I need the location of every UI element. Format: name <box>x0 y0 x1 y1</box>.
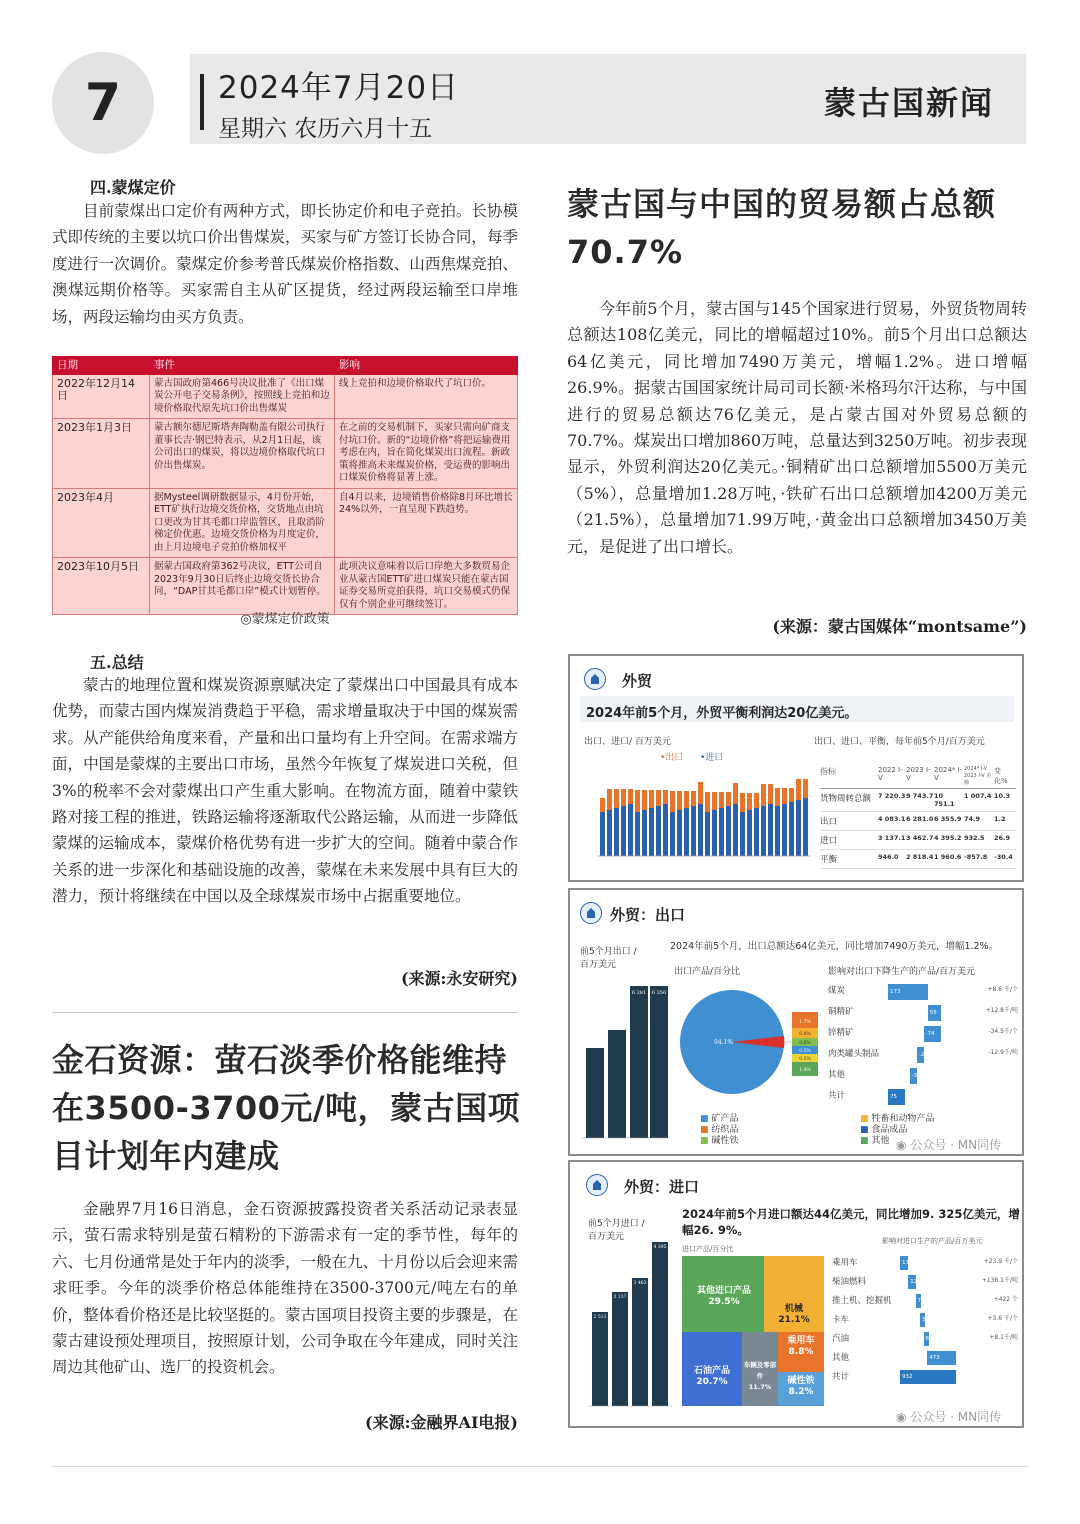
waterfall-label: 铜精矿 <box>828 1007 854 1017</box>
bar-label: 2 513 <box>593 1315 607 1320</box>
legend-label: 纺织品 <box>711 1125 739 1135</box>
row-event: 据蒙古国政府第362号决议，ETT公司自2023年9月30日后终止边境交货长协合同，“DAP甘其毛都口岸”模式计划暂停。 <box>150 558 335 615</box>
bar-import <box>677 810 682 856</box>
row-impact: 在之前的交易机制下，买家只需向矿商支付坑口价。新的“边境价格”将把运输费用考虑在内，旨在简化煤炭出口流程。新政策将推高未来煤炭价格，受运费的影响出口煤炭价格将显著上涨。 <box>335 419 518 489</box>
legend-label: 牲畜和动物产品 <box>871 1114 935 1124</box>
table-row <box>820 812 1016 831</box>
waterfall-row <box>832 1292 1018 1311</box>
treemap-label <box>742 1360 778 1393</box>
bar-export <box>740 793 745 812</box>
bar-import <box>796 800 801 856</box>
waterfall-row <box>828 1024 1018 1045</box>
stack-label: 0.5% <box>799 1057 811 1062</box>
article-1-title: 蒙古国与中国的贸易额占总额70.7% <box>567 185 997 271</box>
bar-import <box>712 810 717 856</box>
row-event: 据Mysteel调研数据显示，4月份开始，ETT矿执行边境交货价格，交货地点由坑口更改为甘其毛都口岸监管区，且取消阶梯定价优惠。边境交货价格为月度定价，由上月边境电子竞拍价格加权平 <box>150 488 335 558</box>
footer-divider <box>52 1466 1028 1467</box>
table-cell: 进口 <box>820 836 838 846</box>
trade-summary-table <box>820 766 1016 869</box>
bar-export <box>789 788 794 802</box>
source-montsame: (来源：蒙古国媒体“montsame”) <box>772 617 1027 636</box>
table-cell: 货物周转总额 <box>820 794 872 804</box>
waterfall-bar <box>916 1294 925 1308</box>
bar-label: 6 281 <box>631 990 647 996</box>
table-cell: 4 395.2 <box>934 834 962 842</box>
waterfall-note: +3.6 千/个 <box>987 1315 1018 1322</box>
table-cell: 26.9 <box>994 834 1011 842</box>
treemap-label-name: 碱性铁 <box>787 1376 815 1386</box>
bar-import <box>607 810 612 856</box>
panel-subtitle: 2024年前5个月，外贸平衡利润达20亿美元。 <box>586 706 858 721</box>
bar-export <box>677 791 682 810</box>
table-cell: 6 281.0 <box>906 815 934 823</box>
bar-import <box>782 804 787 856</box>
legend-label: 碱性铁 <box>711 1136 739 1146</box>
waterfall-value: -31 <box>911 1073 921 1079</box>
legend-item: ■ 其他 <box>860 1136 890 1146</box>
mongolia-statistics-logo-icon <box>586 1174 608 1196</box>
treemap-label <box>686 1286 762 1308</box>
col-2022: 2022 I-V <box>878 766 903 782</box>
article-2-text: 金融界7月16日消息，金石资源披露投资者关系活动记录表显示，萤石需求特别是萤石精粉的下游需求有一定的季节性，每年的六、七月份通常是处于年内的淡季，一般在九、十月份以后会迎来需求旺季。今年的淡季价格总体能维持在3500-3700元/吨左右的单价，整体看价格还是比较坚挺的。蒙古国项目投资主要的步骤是，在蒙古建设预处理项目，按照原计划，公司争取在今年建成，同时关注周边其他矿山、选厂的投资机会。 <box>52 1200 518 1377</box>
waterfall-row <box>832 1254 1018 1273</box>
row-impact: 线上竞拍和边境价格取代了坑口价。 <box>335 374 518 419</box>
article-2-title: 金石资源：萤石淡季价格能维持在3500-3700元/吨，蒙古国项目计划年内建成 <box>52 1041 521 1175</box>
legend-export: •出口 <box>660 753 684 763</box>
bar-2024a <box>630 986 648 1138</box>
table-cell: 7 220.3 <box>878 792 906 800</box>
bar-label: 4 083 <box>608 1022 624 1028</box>
bar-import <box>705 812 710 856</box>
treemap-label-value: 8.8% <box>788 1347 814 1357</box>
bar-export <box>698 782 703 804</box>
bar-2023 <box>632 1278 648 1406</box>
waterfall-label: 其他 <box>828 1070 846 1080</box>
waterfall-bar <box>924 1332 933 1346</box>
waterfall-bar <box>917 1047 928 1063</box>
bar-export <box>691 791 696 806</box>
bar-export <box>684 791 689 808</box>
source-yongan: (来源:永安研究) <box>400 969 518 988</box>
waterfall-value: 78 <box>917 1298 925 1304</box>
panel-title: 外贸 <box>622 672 653 690</box>
row-date: 2023年10月5日 <box>53 558 150 615</box>
table-cell: 74.9 <box>964 815 981 823</box>
legend-item: ■ 牲畜和动物产品 <box>860 1114 935 1124</box>
article-divider <box>52 1012 518 1013</box>
treemap-label-name: 石油产品 <box>693 1366 730 1376</box>
legend-item: ■ 纺织品 <box>700 1125 739 1135</box>
waterfall-row <box>828 982 1018 1003</box>
waterfall-label: 锌精矿 <box>828 1028 854 1038</box>
left-chart-label: 前5个月进口 /百万美元 <box>588 1219 645 1242</box>
legend-item: ■ 矿产品 <box>700 1114 739 1124</box>
table-caption: ◎蒙煤定价政策 <box>240 612 330 627</box>
bar-export <box>656 790 661 806</box>
treemap-label-name: 车辆及零部件 <box>743 1361 777 1380</box>
bar-import <box>726 806 731 856</box>
article-1-text: 今年前5个月，蒙古国与145个国家进行贸易，外贸货物周转总额达108亿美元，同比的增幅超过10%。前5个月出口总额达64亿美元，同比增加7490万美元，增幅1.2%。进口增幅26.9%。据蒙古国国家统计局司司长额·米格玛尔汗达称，与中国进行的贸易总额达76亿美元，是占蒙古国对外贸易总额的70.7%。煤炭出口增加860万吨，总量达到3250万吨。初步表现显示，外贸利润达20亿美元。·铜精矿出口总额增加5500万美元（5%），总量增加1.28万吨，·铁矿石出口总额增加4200万美元（21.5%），总量增加71.99万吨，·黄金出口总额增加3450万美元，是促进了出口增长。 <box>567 299 1027 556</box>
left-chart-label: 前5个月出口 /百万美元 <box>580 947 637 970</box>
row-date: 2023年1月3日 <box>53 419 150 489</box>
bar-export <box>712 792 717 810</box>
waterfall-bar <box>888 984 928 1000</box>
waterfall-note: +12.8千/吨 <box>985 1007 1018 1014</box>
treemap-label <box>780 1376 822 1398</box>
import-panel <box>568 1160 1024 1428</box>
section-5-heading: 五.总结 <box>90 653 144 672</box>
bar-2022 <box>586 1048 604 1138</box>
right-table-label: 出口、进口、平衡，每年前5个月/百万美元 <box>814 737 985 747</box>
row-impact: 此项决议意味着以后口岸绝大多数贸易企业从蒙古国ETT矿进口煤炭只能在蒙古国证券交易所竞拍获得，坑口交易模式仍保仅有个别企业可继续签订。 <box>335 558 518 615</box>
treemap-label <box>766 1304 822 1326</box>
bar-export <box>663 790 668 804</box>
legend-item: ■ 食品成品 <box>860 1125 908 1135</box>
export-bar-chart <box>580 976 670 1146</box>
bar-export <box>775 788 780 806</box>
waterfall-label: 煤炭 <box>828 986 846 996</box>
section-5-text: 蒙古的地理位置和煤炭资源禀赋决定了蒙煤出口中国最具有成本优势，而蒙古国内煤炭消费趋于平稳，需求增量取决于中国的煤炭需求。从产能供给角度来看，产量和出口量均有上升空间。在需求端方面，中国是蒙煤的主要出口市场，虽然今年恢复了煤炭进口关税，但3%的税率不会对蒙煤出口产生重大影响。在物流方面，随着中蒙铁路对接工程的推进，铁路运输将逐渐取代公路运输，从而进一步降低蒙煤的运输成本，蒙煤价格优势有进一步扩大的空间。随着中蒙合作关系的进一步深化和基础设施的改善，蒙煤在未来发展中具有巨大的潜力，预计将继续在中国以及全球煤炭市场中占据重要地位。 <box>52 676 518 906</box>
mongolia-statistics-logo-icon <box>584 668 606 690</box>
legend-label: 食品成品 <box>871 1125 908 1135</box>
bar-export <box>649 790 654 808</box>
export-waterfall-chart <box>828 982 1018 1108</box>
table-cell: 平衡 <box>820 855 838 865</box>
bar-import <box>600 812 605 856</box>
bar-import <box>747 810 752 856</box>
foreign-trade-panel <box>568 654 1024 882</box>
mongolia-statistics-logo-icon <box>580 902 602 924</box>
table-cell: 9 743.7 <box>906 792 934 800</box>
bar-export <box>803 779 808 798</box>
table-cell: 2 818.4 <box>906 853 934 861</box>
waterfall-bar <box>928 1005 941 1021</box>
waterfall-row <box>828 1003 1018 1024</box>
page-number: 7 <box>52 52 154 154</box>
bar-import <box>691 806 696 856</box>
stack-label: 1.4% <box>799 1068 811 1073</box>
waterfall-label: 推土机、挖掘机 <box>832 1296 892 1306</box>
table-row <box>53 488 518 558</box>
waterfall-label: 乘用车 <box>832 1258 858 1268</box>
col-diff: 2024* I-V 2023 I-V 差额 <box>964 766 992 786</box>
table-cell: 10 751.1 <box>934 792 955 808</box>
bar-import <box>684 808 689 856</box>
bar-import <box>740 812 745 856</box>
coal-pricing-policy-table <box>52 356 518 615</box>
table-cell: 6 355.9 <box>934 815 962 823</box>
stack-label: 1.7% <box>799 1020 811 1025</box>
left-chart-label: 出口、进口/ 百万美元 <box>584 737 671 747</box>
treemap-label-value: 8.2% <box>788 1387 814 1397</box>
waterfall-label: 卡车 <box>832 1315 850 1325</box>
bar-import <box>803 798 808 856</box>
row-event: 蒙古国政府第466号决议批准了《出口煤炭公开电子交易条例》，按照线上竞拍和边境价格取代原先坑口价出售煤炭 <box>150 374 335 419</box>
bar-export <box>628 789 633 804</box>
stack-label: 0.5% <box>799 1049 811 1054</box>
waterfall-value: 55 <box>922 1317 930 1323</box>
treemap-label-value: 11.7% <box>748 1383 772 1391</box>
table-cell: 946.0 <box>878 853 899 861</box>
row-impact: 自4月以来，边境销售价格除8月环比增长24%以外，一直呈现下跌趋势。 <box>335 488 518 558</box>
bar-export <box>670 791 675 812</box>
bar-import <box>719 808 724 856</box>
header-divider <box>200 74 204 130</box>
bar-import <box>663 804 668 856</box>
bar-import <box>768 804 773 856</box>
waterfall-label: 肉类罐头制品 <box>828 1049 880 1059</box>
bar-import <box>698 804 703 856</box>
waterfall-label: 共计 <box>828 1091 846 1101</box>
waterfall-row <box>828 1045 1018 1066</box>
bar-2023 <box>608 1030 626 1138</box>
waterfall-value: -74 <box>925 1031 935 1037</box>
waterfall-value: 55 <box>929 1010 937 1016</box>
table-cell: 1 960.6 <box>934 853 962 861</box>
table-cell: 3 462.7 <box>906 834 934 842</box>
table-cell: 4 083.1 <box>878 815 906 823</box>
stack-label: 0.6% <box>799 1041 811 1046</box>
waterfall-note: +8.1千/吨 <box>989 1334 1018 1341</box>
waterfall-bar <box>920 1313 930 1327</box>
bar-import <box>775 806 780 856</box>
bar-2024b <box>650 986 668 1138</box>
bar-import <box>789 802 794 856</box>
bar-import <box>628 804 633 856</box>
waterfall-value: 138 <box>902 1260 913 1266</box>
waterfall-label: 柴油燃料 <box>832 1277 867 1287</box>
bar-import <box>754 808 759 856</box>
waterfall-row <box>832 1273 1018 1292</box>
bar-export <box>733 783 738 804</box>
waterfall-value: -29 <box>918 1052 928 1058</box>
bar-import <box>614 808 619 856</box>
waterfall-row <box>828 1066 1018 1087</box>
table-cell: 3 137.1 <box>878 834 906 842</box>
waterfall-note: +8.6 千/个 <box>987 986 1018 993</box>
bar-import <box>656 806 661 856</box>
watermark <box>896 1136 1001 1153</box>
waterfall-value: 173 <box>890 989 901 995</box>
panel-title: 外贸：出口 <box>610 906 686 924</box>
watermark <box>896 1408 1001 1425</box>
waterfall-bar <box>908 1275 921 1289</box>
waterfall-note: +23.9 千/个 <box>983 1258 1018 1265</box>
treemap-label-name: 机械 <box>784 1304 803 1314</box>
waterfall-value: 121 <box>910 1279 921 1285</box>
bar-label: 3 463 <box>633 1281 647 1286</box>
waterfall-bar <box>900 1370 956 1384</box>
legend-label: 其他 <box>871 1136 890 1146</box>
table-row <box>820 789 1016 812</box>
export-products-pie-chart <box>674 982 834 1102</box>
bar-export <box>614 789 619 808</box>
row-date: 2022年12月14日 <box>53 374 150 419</box>
table-row <box>53 419 518 489</box>
table-cell: 1 007.4 <box>964 792 992 800</box>
bar-label: 4 395 <box>653 1245 667 1250</box>
table-cell: -857.8 <box>964 853 988 861</box>
weekday-lunar-date: 星期六 农历六月十五 <box>218 116 433 142</box>
issue-date: 2024年7月20日 <box>218 70 460 106</box>
bar-export <box>782 788 787 804</box>
treemap-label-name: 其他进口产品 <box>696 1286 751 1296</box>
waterfall-bar <box>924 1026 941 1042</box>
waterfall-label: 汽油 <box>832 1334 850 1344</box>
col-2023: 2023 I-V <box>906 766 931 782</box>
waterfall-bar <box>900 1256 913 1270</box>
treemap-label <box>780 1336 822 1358</box>
waterfall-row <box>832 1311 1018 1330</box>
legend-import: •进口 <box>700 753 724 763</box>
waterfall-note: +138.1千/吨 <box>981 1277 1018 1284</box>
row-event: 蒙古额尔德尼斯塔奔陶勒盖有限公司执行董事长吉·钢巴特表示，从2月1日起，该公司出口的煤炭，将以边境价格取代坑口价出售煤炭。 <box>150 419 335 489</box>
waterfall-note: +422 个 <box>993 1296 1018 1303</box>
right-chart-label: 影响对出口下降生产的产品/百万美元 <box>828 967 976 977</box>
waterfall-value: 932 <box>902 1374 913 1380</box>
waterfall-row <box>832 1349 1018 1368</box>
table-cell: 932.5 <box>964 834 985 842</box>
waterfall-value: 75 <box>890 1094 897 1100</box>
panel-subtitle: 2024年前5个月进口额达44亿美元，同比增加9. 325亿美元，增幅26. 9%。 <box>682 1207 1020 1237</box>
waterfall-note: -12.9千/吨 <box>988 1049 1018 1056</box>
bar-import <box>635 812 640 856</box>
legend-item: ■ 碱性铁 <box>700 1136 739 1146</box>
col-indicator: 指标 <box>820 767 836 776</box>
bar-import <box>649 808 654 856</box>
table-cell: 1.2 <box>994 815 1006 823</box>
mid-chart-label: 出口产品/百分比 <box>674 967 741 977</box>
table-body <box>820 789 1016 869</box>
bar-export <box>796 779 801 800</box>
section-title: 蒙古国新闻 <box>823 84 994 122</box>
table-header-date: 日期 <box>53 357 150 375</box>
waterfall-value: 62 <box>925 1336 933 1342</box>
bar-export <box>761 784 766 806</box>
bar-export <box>705 792 710 812</box>
bar-import <box>670 812 675 856</box>
waterfall-bar <box>888 1089 905 1105</box>
watermark-text: 公众号 · MN同传 <box>910 1410 1002 1424</box>
waterfall-bar <box>927 1351 955 1365</box>
bar-export <box>642 790 647 810</box>
pie-label: 94.1% <box>714 1039 734 1046</box>
bar-label: 3 137 <box>613 1295 627 1300</box>
bar-export <box>726 792 731 806</box>
wechat-icon: ◉ <box>896 1138 907 1152</box>
mid-chart-label: 进口产品/百分比 <box>682 1245 734 1253</box>
table-header-row <box>820 766 1016 789</box>
panel-subtitle: 2024年前5个月，出口总额达64亿美元，同比增加7490万美元，增幅1.2%。 <box>670 941 999 952</box>
bar-import <box>621 806 626 856</box>
section-4-heading: 四.蒙煤定价 <box>90 178 176 197</box>
treemap-label <box>684 1366 740 1388</box>
bar-label: 6 356 <box>651 990 667 996</box>
right-chart-label: 影响对进口生产的产品/百万美元 <box>882 1237 983 1245</box>
treemap-label-value: 29.5% <box>708 1297 740 1307</box>
waterfall-bar <box>910 1068 921 1084</box>
table-row <box>820 831 1016 850</box>
row-date: 2023年4月 <box>53 488 150 558</box>
col-change: 变化% <box>994 767 1008 785</box>
table-row <box>53 374 518 419</box>
treemap-label-value: 20.7% <box>696 1377 728 1387</box>
waterfall-row <box>832 1330 1018 1349</box>
waterfall-value: 473 <box>929 1355 940 1361</box>
import-products-treemap <box>682 1256 824 1406</box>
stack-label: 0.8% <box>799 1032 811 1037</box>
export-panel <box>568 888 1024 1156</box>
table-header-event: 事件 <box>150 357 335 375</box>
bar-import <box>642 810 647 856</box>
col-2024: 2024* I-V <box>934 766 963 782</box>
bar-2021 <box>592 1312 608 1406</box>
bar-export <box>607 789 612 810</box>
import-bar-chart <box>586 1236 676 1416</box>
bar-export <box>635 790 640 812</box>
bar-export <box>754 793 759 808</box>
table-cell: 10.3 <box>994 792 1011 800</box>
table-cell: 出口 <box>820 817 838 827</box>
bar-import <box>733 804 738 856</box>
bar-export <box>621 789 626 806</box>
panel-title: 外贸：进口 <box>624 1178 700 1196</box>
table-row <box>820 850 1016 869</box>
waterfall-label: 共计 <box>832 1372 850 1382</box>
table-header-impact: 影响 <box>335 357 518 375</box>
bar-export <box>600 798 605 812</box>
treemap-label-name: 乘用车 <box>787 1336 815 1346</box>
bar-import <box>761 806 766 856</box>
waterfall-label: 其他 <box>832 1353 850 1363</box>
table-row <box>53 558 518 615</box>
watermark-text: 公众号 · MN同传 <box>910 1138 1002 1152</box>
table-cell: -30.4 <box>994 853 1013 861</box>
section-4-text: 目前蒙煤出口定价有两种方式，即长协定价和电子竞拍。长协模式即传统的主要以坑口价出售煤炭，买家与矿方签订长协合同，每季度进行一次调价。蒙煤定价参考普氏煤炭价格指数、山西焦煤竞拍、澳煤远期价格等。买家需自主从矿区提货，经过两段运输至口岸堆场，两段运输均由买方负责。 <box>52 202 518 326</box>
bar-2022 <box>612 1292 628 1406</box>
wechat-icon: ◉ <box>896 1410 907 1424</box>
waterfall-row <box>832 1368 1018 1387</box>
bar-2024 <box>652 1242 668 1406</box>
import-waterfall-chart <box>832 1254 1018 1387</box>
bar-export <box>768 784 773 804</box>
legend-label: 矿产品 <box>711 1114 739 1124</box>
bar-export <box>719 792 724 808</box>
export-import-bar-chart <box>580 760 812 864</box>
waterfall-note: -34.5千/个 <box>988 1028 1018 1035</box>
waterfall-row <box>828 1087 1018 1108</box>
treemap-label-value: 21.1% <box>778 1315 810 1325</box>
source-jrj: (来源:金融界AI电报) <box>365 1413 518 1432</box>
bar-export <box>747 793 752 810</box>
legend-left <box>700 1114 738 1147</box>
